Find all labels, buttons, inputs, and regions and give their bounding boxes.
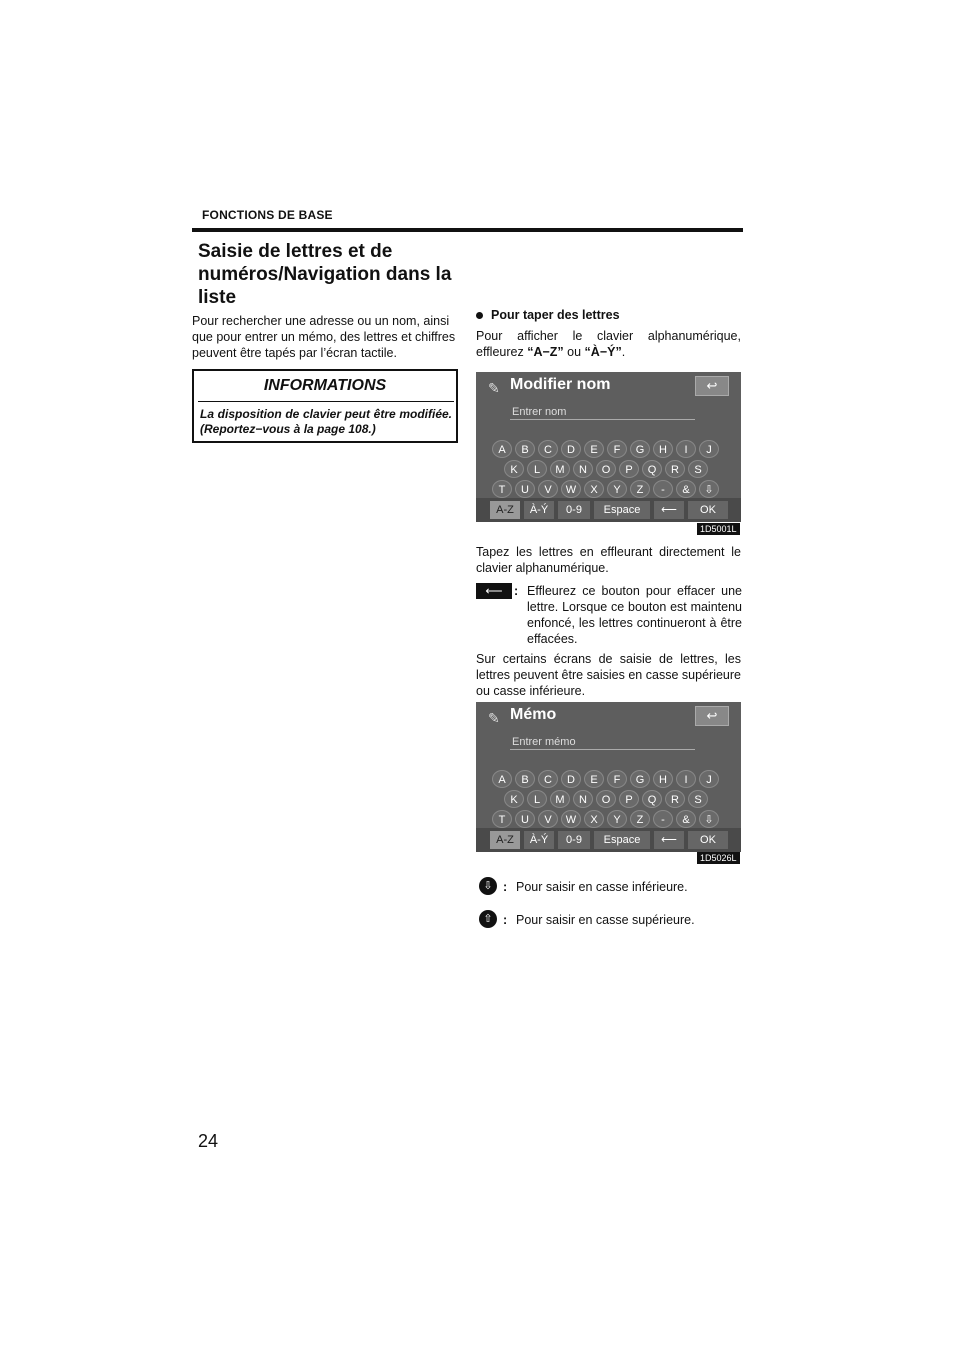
key-row-1 [492, 770, 722, 788]
return-button[interactable]: ↩ [695, 706, 729, 726]
key-row-2 [504, 460, 711, 478]
screen-title: Modifier nom [510, 376, 611, 393]
figure-code: 1D5026L [697, 852, 740, 864]
key-r[interactable]: R [665, 460, 685, 478]
key-b[interactable]: B [515, 770, 535, 788]
ay-quote: “À−Ý” [584, 345, 622, 359]
bullet-label: Pour taper des lettres [491, 308, 620, 322]
key-p[interactable]: P [619, 790, 639, 808]
key-row-1 [492, 440, 722, 458]
key-j[interactable]: J [699, 770, 719, 788]
memo-input[interactable]: Entrer mémo [512, 736, 576, 748]
screenshot-modifier-nom [476, 372, 741, 522]
arrow-down-icon: ⇩ [479, 877, 497, 895]
lowercase-description: Pour saisir en casse inférieure. [516, 880, 688, 894]
keyboard-toolbar [476, 498, 741, 522]
key-ampersand[interactable]: & [676, 480, 696, 498]
key-d[interactable]: D [561, 440, 581, 458]
key-w[interactable]: W [561, 810, 581, 828]
page-title: Saisie de lettres et de numéros/Navigation dans la liste [198, 241, 452, 308]
key-r[interactable]: R [665, 790, 685, 808]
key-b[interactable]: B [515, 440, 535, 458]
key-y[interactable]: Y [607, 480, 627, 498]
bullet-dot-icon [476, 312, 483, 319]
para-tap-letters: Tapez les lettres en effleurant directement le clavier alphanumérique. [476, 545, 741, 575]
figure-code: 1D5001L [697, 523, 740, 535]
key-x[interactable]: X [584, 480, 604, 498]
key-c[interactable]: C [538, 770, 558, 788]
uppercase-description: Pour saisir en casse supérieure. [516, 913, 695, 927]
key-y[interactable]: Y [607, 810, 627, 828]
bullet-heading [476, 308, 620, 322]
key-w[interactable]: W [561, 480, 581, 498]
key-q[interactable]: Q [642, 790, 662, 808]
az-quote: “A−Z” [527, 345, 564, 359]
ou-text: ou [567, 345, 582, 359]
space-button[interactable]: Espace [594, 501, 650, 519]
key-x[interactable]: X [584, 810, 604, 828]
key-f[interactable]: F [607, 440, 627, 458]
key-d[interactable]: D [561, 770, 581, 788]
pencil-icon: ✎ [488, 380, 500, 396]
az-button[interactable]: A-Z [490, 501, 520, 519]
key-a[interactable]: A [492, 440, 512, 458]
ok-button[interactable]: OK [688, 831, 728, 849]
backspace-button[interactable]: ⟵ [654, 501, 684, 519]
header-rule [192, 228, 743, 232]
colon: : [514, 584, 519, 598]
return-button[interactable]: ↩ [695, 376, 729, 396]
key-q[interactable]: Q [642, 460, 662, 478]
key-z[interactable]: Z [630, 480, 650, 498]
ok-button[interactable]: OK [688, 501, 728, 519]
key-case-lower[interactable]: ⇩ [699, 810, 719, 828]
key-row-2 [504, 790, 711, 808]
ay-button[interactable]: À-Ý [524, 831, 554, 849]
key-o[interactable]: O [596, 790, 616, 808]
screen-title: Mémo [510, 706, 557, 723]
para-case: Sur certains écrans de saisie de lettres, les lettres peuvent être saisies en casse supérieure ou casse inférieure. [476, 652, 741, 698]
info-text: La disposition de clavier peut être modifiée. (Reportez−vous à la page 108.) [200, 407, 452, 436]
colon: : [503, 880, 508, 894]
key-t[interactable]: T [492, 480, 512, 498]
screenshot-memo [476, 702, 741, 852]
key-case-lower[interactable]: ⇩ [699, 480, 719, 498]
key-h[interactable]: H [653, 770, 673, 788]
numeric-button[interactable]: 0-9 [558, 501, 590, 519]
space-button[interactable]: Espace [594, 831, 650, 849]
key-m[interactable]: M [550, 790, 570, 808]
input-underline [510, 749, 695, 750]
key-row-3 [492, 810, 722, 828]
key-l[interactable]: L [527, 460, 547, 478]
key-i[interactable]: I [676, 440, 696, 458]
key-v[interactable]: V [538, 810, 558, 828]
para-open-keyboard [476, 328, 741, 360]
input-underline [510, 419, 695, 420]
key-j[interactable]: J [699, 440, 719, 458]
pencil-icon: ✎ [488, 710, 500, 726]
key-hyphen[interactable]: - [653, 810, 673, 828]
intro-text: Pour rechercher une adresse ou un nom, ainsi que pour entrer un mémo, des lettres et chiffres peuvent être tapés par l’écran tactile. [192, 314, 456, 360]
ay-button[interactable]: À-Ý [524, 501, 554, 519]
key-n[interactable]: N [573, 790, 593, 808]
section-header: FONCTIONS DE BASE [202, 208, 333, 222]
info-box [192, 369, 458, 443]
key-u[interactable]: U [515, 810, 535, 828]
key-o[interactable]: O [596, 460, 616, 478]
backspace-description: Effleurez ce bouton pour effacer une lettre. Lorsque ce bouton est maintenu enfoncé, les lettres continueront à être effacées. [527, 584, 742, 646]
backspace-button[interactable]: ⟵ [654, 831, 684, 849]
info-heading: INFORMATIONS [263, 377, 387, 394]
key-row-3 [492, 480, 722, 498]
page-number: 24 [198, 1131, 219, 1151]
key-hyphen[interactable]: - [653, 480, 673, 498]
backspace-icon: ⟵ [476, 583, 512, 599]
key-n[interactable]: N [573, 460, 593, 478]
key-g[interactable]: G [630, 440, 650, 458]
name-input[interactable]: Entrer nom [512, 406, 567, 418]
key-k[interactable]: K [504, 460, 524, 478]
key-g[interactable]: G [630, 770, 650, 788]
key-f[interactable]: F [607, 770, 627, 788]
key-s[interactable]: S [688, 790, 708, 808]
key-h[interactable]: H [653, 440, 673, 458]
key-e[interactable]: E [584, 770, 604, 788]
colon: : [503, 913, 508, 927]
key-u[interactable]: U [515, 480, 535, 498]
key-c[interactable]: C [538, 440, 558, 458]
key-i[interactable]: I [676, 770, 696, 788]
key-t[interactable]: T [492, 810, 512, 828]
key-a[interactable]: A [492, 770, 512, 788]
para1-end: . [621, 345, 626, 359]
key-k[interactable]: K [504, 790, 524, 808]
key-v[interactable]: V [538, 480, 558, 498]
az-button[interactable]: A-Z [490, 831, 520, 849]
key-p[interactable]: P [619, 460, 639, 478]
key-m[interactable]: M [550, 460, 570, 478]
key-z[interactable]: Z [630, 810, 650, 828]
info-divider [198, 401, 454, 402]
key-e[interactable]: E [584, 440, 604, 458]
para1-text: Pour afficher le clavier alphanumérique, effleurez [476, 329, 741, 359]
numeric-button[interactable]: 0-9 [558, 831, 590, 849]
arrow-up-icon: ⇧ [479, 910, 497, 928]
key-ampersand[interactable]: & [676, 810, 696, 828]
key-s[interactable]: S [688, 460, 708, 478]
key-l[interactable]: L [527, 790, 547, 808]
keyboard-toolbar [476, 828, 741, 852]
